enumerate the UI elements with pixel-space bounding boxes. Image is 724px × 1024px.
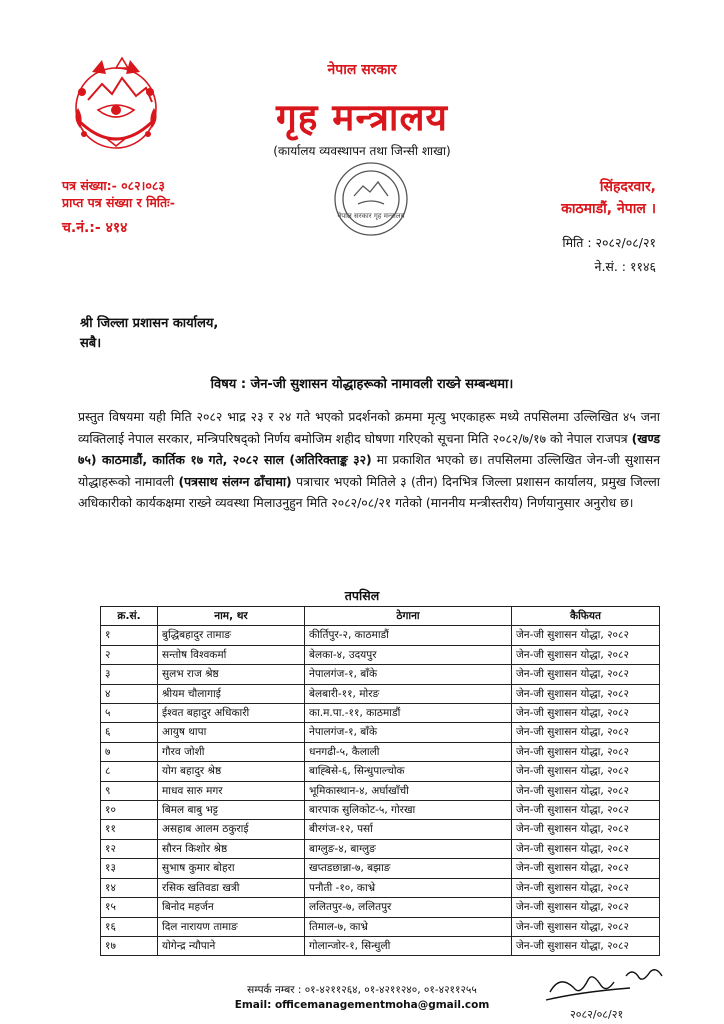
address-cell: नेपालगंज-१, बाँके [305,665,512,684]
name-cell: श्रीयम चौलागाई [158,684,305,703]
dispatch-number: च.नं.:- ४१४ [62,220,128,236]
remarks-cell: जेन-जी सुशासन योद्धा, २०८२ [512,878,660,897]
subject-line: विषय : जेन-जी सुशासन योद्धाहरूको नामावली राख्ने सम्बन्धमा। [210,377,514,392]
table-row [101,742,660,761]
serial-cell: ७ [101,742,158,761]
body-part-3: पत्राचार भएको मितिले ३ (तीन) दिनभित्र जिल्ला प्रशासन कार्यालय, प्रमुख जिल्ला अधिकारीको कार्यकक्षमा राख्ने व्यवस्था मिलाउनुहुन मिति २०८२/०८/२१ गतेको (माननीय मन्त्रीस्तरीय) निर्णयानुसार अनुरोध छ। [78,473,661,510]
header-name: नाम, थर [158,607,305,626]
address-cell: बाह्बिसे-६, सिन्धुपाल्चोक [305,762,512,781]
seal-text: नेपाल सरकार गृह मन्त्रालय [337,212,405,220]
name-cell: बुद्धिबहादुर तामाङ [158,626,305,645]
serial-cell: ५ [101,704,158,723]
table-row [101,723,660,742]
address-cell: गोलान्जोर-१, सिन्धुली [305,936,512,955]
serial-cell: ११ [101,820,158,839]
body-bold-2: (पत्रसाथ संलग्न ढाँचामा) [178,473,292,489]
government-title: नेपाल सरकार [327,62,397,78]
serial-cell: १७ [101,936,158,955]
letter-number: पत्र संख्या:- ०८२।०८३ [62,178,165,193]
letter-body [78,406,660,514]
address-cell: ललितपुर-७, ललितपुर [305,898,512,917]
table-row [101,898,660,917]
remarks-cell: जेन-जी सुशासन योद्धा, २०८२ [512,684,660,703]
address-cell: नेपालगंज-१, बाँके [305,723,512,742]
martyrs-table [100,606,660,956]
signature-icon [540,962,680,1024]
name-cell: सन्तोष विश्वकर्मा [158,645,305,664]
serial-cell: १६ [101,917,158,936]
address-cell: भूमिकास्थान-४, अर्घाखाँची [305,781,512,800]
name-cell: असहाब आलम ठकुराई [158,820,305,839]
address-cell: धनगढी-५, कैलाली [305,742,512,761]
remarks-cell: जेन-जी सुशासन योद्धा, २०८२ [512,665,660,684]
table-row [101,801,660,820]
table-row [101,839,660,858]
remarks-cell: जेन-जी सुशासन योद्धा, २०८२ [512,801,660,820]
table-row [101,645,660,664]
serial-cell: १२ [101,839,158,858]
serial-cell: १४ [101,878,158,897]
name-cell: सुभाष कुमार बोहरा [158,859,305,878]
ministry-seal-icon [330,158,412,240]
name-cell: आयुष थापा [158,723,305,742]
serial-cell: १५ [101,898,158,917]
body-part-1: प्रस्तुत विषयमा यही मिति २०८२ भाद्र २३ र २४ गते भएको प्रदर्शनको क्रममा मृत्यु भएकाहरू मध्ये तपसिलमा उल्लिखित ४५ जना व्यक्तिलाई नेपाल सरकार, मन्त्रिपरिषद्को निर्णय बमोजिम शहीद घोषणा गरिएको सूचना मिति २०८२/७/१७ को नेपाल राजपत्र [78,409,660,446]
remarks-cell: जेन-जी सुशासन योद्धा, २०८२ [512,917,660,936]
serial-cell: ८ [101,762,158,781]
address-cell: बारपाक सुलिकोट-५, गोरखा [305,801,512,820]
address-cell: कीर्तिपुर-२, काठमाडौं [305,626,512,645]
nepal-sambat-date: ने.सं. : ११४६ [594,259,656,274]
name-cell: ईश्वत बहादुर अधिकारी [158,704,305,723]
table-row [101,684,660,703]
serial-cell: ४ [101,684,158,703]
ministry-title: गृह मन्त्रालय [275,96,449,139]
table-row [101,917,660,936]
address-cell: बेलका-४, उदयपुर [305,645,512,664]
letter-date: मिति : २०८२/०८/२१ [562,235,656,250]
branch-title: (कार्यालय व्यवस्थापन तथा जिन्सी शाखा) [273,144,451,158]
contact-numbers: सम्पर्क नम्बर : ०१-४२११२६४, ०१-४२११२४०, ०१-४२११२५५ [247,984,477,996]
header-serial: क्र.सं. [101,607,158,626]
body-part-2: मा प्रकाशित भएको छ। तपसिलमा उल्लिखित जेन-जी सुशासन योद्धाहरूको नामावली [78,452,660,489]
remarks-cell: जेन-जी सुशासन योद्धा, २०८२ [512,626,660,645]
serial-cell: १० [101,801,158,820]
remarks-cell: जेन-जी सुशासन योद्धा, २०८२ [512,898,660,917]
remarks-cell: जेन-जी सुशासन योद्धा, २०८२ [512,820,660,839]
table-row [101,878,660,897]
remarks-cell: जेन-जी सुशासन योद्धा, २०८२ [512,859,660,878]
address-cell: खप्तडछान्ना-७, बझाङ [305,859,512,878]
location-line-1: सिंहदरवार, [599,179,656,195]
name-cell: सुलभ राज श्रेष्ठ [158,665,305,684]
body-bold-1: (खण्ड ७५) काठमाडौं, कार्तिक १७ गते, २०८२ साल (अतिरिक्ताङ्क ३२) [78,430,660,467]
table-row [101,781,660,800]
name-cell: योग बहादुर श्रेष्ठ [158,762,305,781]
location-line-2: काठमाडौं, नेपाल । [561,201,656,217]
header-remarks: कैफियत [512,607,660,626]
name-cell: दिल नारायण तामाङ [158,917,305,936]
remarks-cell: जेन-जी सुशासन योद्धा, २०८२ [512,936,660,955]
table-row [101,704,660,723]
table-row [101,626,660,645]
received-letter-info: प्राप्त पत्र संख्या र मितिः- [62,195,175,210]
serial-cell: ३ [101,665,158,684]
remarks-cell: जेन-जी सुशासन योद्धा, २०८२ [512,704,660,723]
table-row [101,665,660,684]
table-row [101,859,660,878]
name-cell: माधव सारु मगर [158,781,305,800]
table-row [101,820,660,839]
remarks-cell: जेन-जी सुशासन योद्धा, २०८२ [512,742,660,761]
remarks-cell: जेन-जी सुशासन योद्धा, २०८२ [512,839,660,858]
remarks-cell: जेन-जी सुशासन योद्धा, २०८२ [512,645,660,664]
name-cell: योगेन्द्र न्यौपाने [158,936,305,955]
address-cell: तिमाल-७, काभ्रे [305,917,512,936]
serial-cell: ९ [101,781,158,800]
table-header-row [101,607,660,626]
signature-date: २०८२/०८/२१ [570,1008,624,1021]
serial-cell: ६ [101,723,158,742]
remarks-cell: जेन-जी सुशासन योद्धा, २०८२ [512,781,660,800]
serial-cell: १३ [101,859,158,878]
table-row [101,936,660,955]
remarks-cell: जेन-जी सुशासन योद्धा, २०८२ [512,723,660,742]
name-cell: बिमल बाबु भट्ट [158,801,305,820]
header-address: ठेगाना [305,607,512,626]
addressee-line-2: सबै। [80,336,102,351]
name-cell: गौरव जोशी [158,742,305,761]
address-cell: बीरगंज-१२, पर्सा [305,820,512,839]
table-title: तपसिल [344,588,380,603]
remarks-cell: जेन-जी सुशासन योद्धा, २०८२ [512,762,660,781]
name-cell: सौरन किशोर श्रेष्ठ [158,839,305,858]
address-cell: बेलबारी-११, मोरङ [305,684,512,703]
addressee-line-1: श्री जिल्ला प्रशासन कार्यालय, [80,316,219,331]
address-cell: का.म.पा.-११, काठमाडौं [305,704,512,723]
address-cell: पनौती -१०, काभ्रे [305,878,512,897]
name-cell: बिनोद महर्जन [158,898,305,917]
serial-cell: २ [101,645,158,664]
name-cell: रसिक खतिवडा खत्री [158,878,305,897]
table-row [101,762,660,781]
email-address: Email: officemanagementmoha@gmail.com [234,999,490,1011]
address-cell: बाग्लुङ-४, बाग्लुङ [305,839,512,858]
serial-cell: १ [101,626,158,645]
